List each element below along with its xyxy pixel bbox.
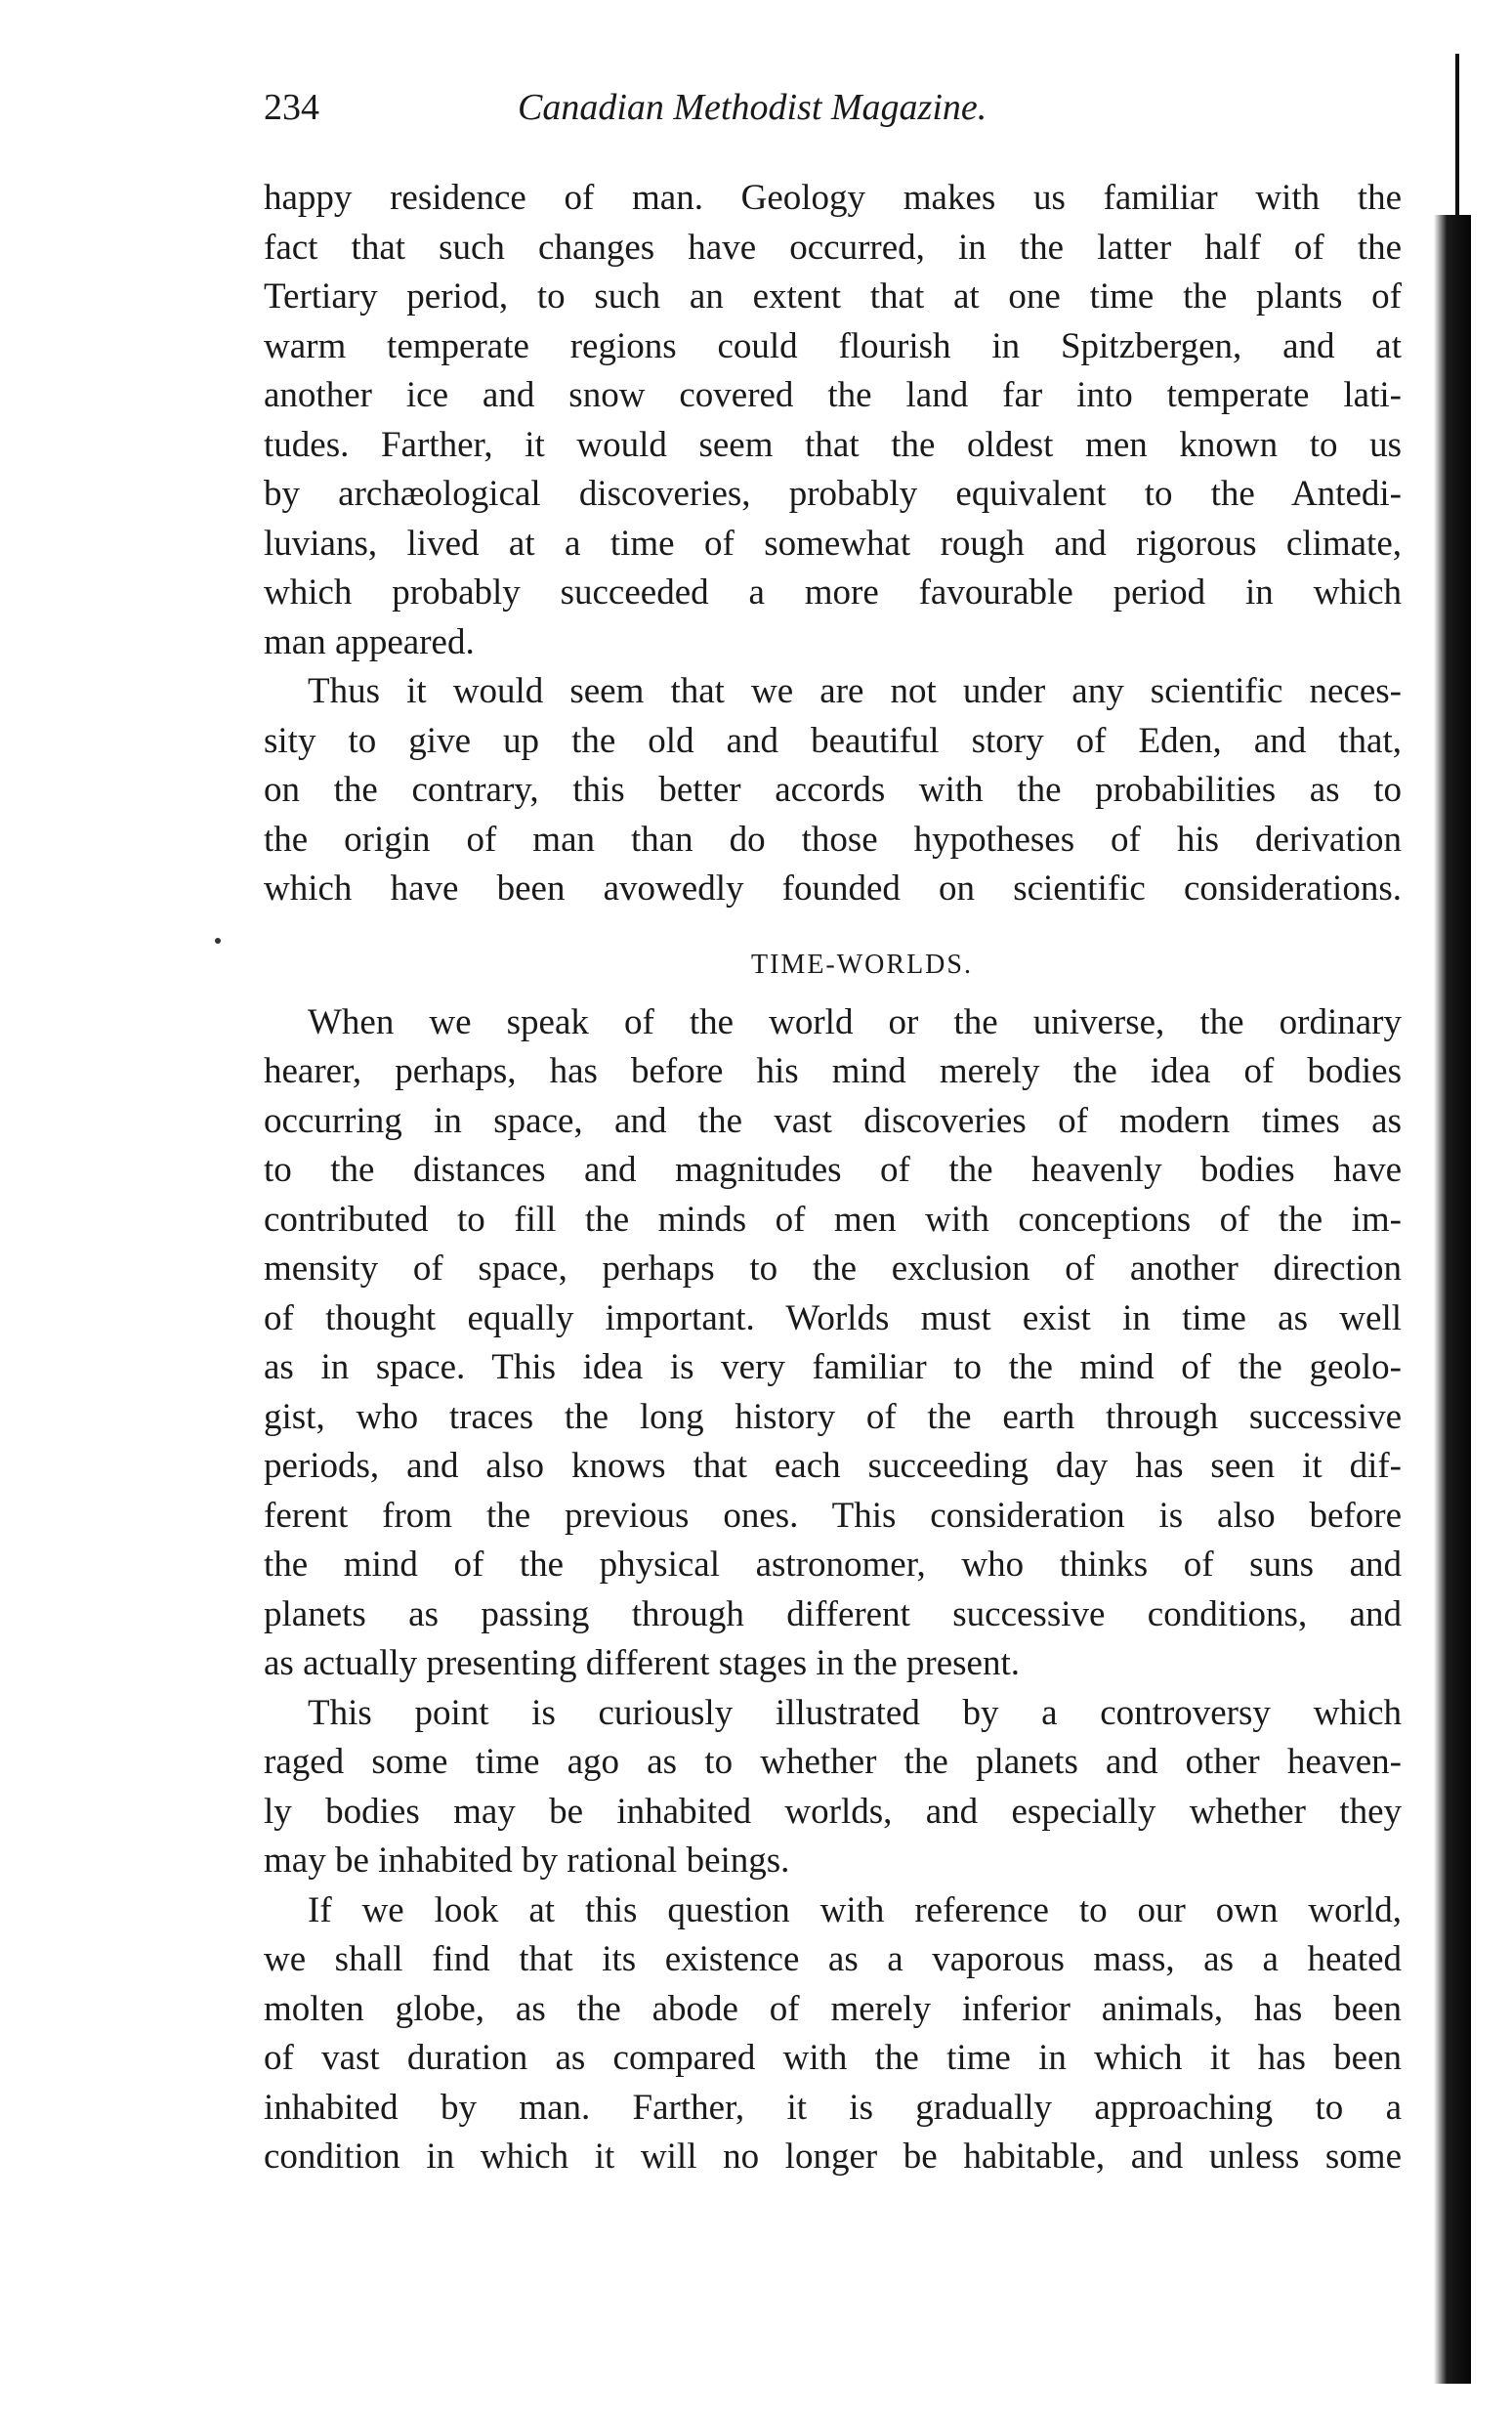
text-line: as in space. This idea is very familiar to the mind of the geolo-: [264, 1347, 1402, 1387]
section-heading: TIME-WORLDS.: [751, 949, 973, 980]
text-line: When we speak of the world or the universe, the ordinary: [308, 1001, 1402, 1042]
page-edge-line: [1455, 54, 1459, 230]
text-line: ly bodies may be inhabited worlds, and especially whether they: [264, 1791, 1402, 1832]
text-line: This point is curiously illustrated by a controversy which: [308, 1692, 1402, 1733]
text-line: may be inhabited by rational beings.: [264, 1841, 790, 1881]
running-title: Canadian Methodist Magazine.: [518, 87, 987, 128]
text-line: happy residence of man. Geology makes us familiar with the: [264, 178, 1402, 218]
text-line: planets as passing through different successive conditions, and: [264, 1593, 1402, 1634]
text-line: inhabited by man. Farther, it is gradually approaching to a: [264, 2087, 1402, 2128]
body-text: [264, 174, 1402, 2182]
text-line: Tertiary period, to such an extent that at one time the plants of: [264, 276, 1402, 317]
text-line: fact that such changes have occurred, in the latter half of the: [264, 227, 1402, 268]
text-line: the origin of man than do those hypotheses of his derivation: [264, 819, 1402, 860]
paragraph-3: [264, 998, 1402, 1689]
page-edge-shadow: [1434, 215, 1471, 2384]
text-line: sity to give up the old and beautiful story of Eden, and that,: [264, 720, 1402, 761]
text-line: luvians, lived at a time of somewhat rough and rigorous climate,: [264, 523, 1402, 564]
text-line: molten globe, as the abode of merely inferior animals, has been: [264, 1988, 1402, 2029]
text-line: raged some time ago as to whether the planets and other heaven-: [264, 1742, 1402, 1782]
text-line: on the contrary, this better accords with the probabilities as to: [264, 770, 1402, 810]
text-line: hearer, perhaps, has before his mind merely the idea of bodies: [264, 1051, 1402, 1091]
text-line: mensity of space, perhaps to the exclusion of another direction: [264, 1249, 1402, 1289]
text-line: which have been avowedly founded on scientific considerations.: [264, 868, 1402, 909]
text-line: condition in which it will no longer be habitable, and unless some: [264, 2137, 1402, 2177]
text-line: of vast duration as compared with the time in which it has been: [264, 2038, 1402, 2078]
text-line: If we look at this question with reference to our own world,: [308, 1889, 1402, 1930]
text-line: warm temperate regions could flourish in Spitzbergen, and at: [264, 325, 1402, 366]
text-line: Thus it would seem that we are not under any scientific neces-: [308, 671, 1402, 711]
paragraph-2: [264, 667, 1402, 914]
text-line: by archæological discoveries, probably equivalent to the Antedi-: [264, 474, 1402, 514]
text-line: contributed to fill the minds of men with conceptions of the im-: [264, 1199, 1402, 1240]
text-line: gist, who traces the long history of the earth through successive: [264, 1396, 1402, 1437]
paragraph-4: [264, 1689, 1402, 1886]
text-line: man appeared.: [264, 621, 475, 662]
page-number: 234: [264, 87, 319, 128]
text-line: occurring in space, and the vast discoveries of modern times as: [264, 1100, 1402, 1141]
margin-speck: [215, 938, 221, 944]
text-line: another ice and snow covered the land far into temperate lati-: [264, 375, 1402, 415]
paragraph-5: [264, 1886, 1402, 2182]
text-line: of thought equally important. Worlds must exist in time as well: [264, 1297, 1402, 1338]
text-line: to the distances and magnitudes of the heavenly bodies have: [264, 1150, 1402, 1190]
text-line: periods, and also knows that each succeeding day has seen it dif-: [264, 1446, 1402, 1486]
text-line: as actually presenting different stages in the present.: [264, 1643, 1021, 1683]
paragraph-1: [264, 174, 1402, 667]
text-line: tudes. Farther, it would seem that the oldest men known to us: [264, 424, 1402, 465]
text-line: the mind of the physical astronomer, who thinks of suns and: [264, 1545, 1402, 1585]
text-line: which probably succeeded a more favourable period in which: [264, 572, 1402, 613]
text-line: we shall find that its existence as a vaporous mass, as a heated: [264, 1939, 1402, 1979]
page-header: [264, 86, 1162, 145]
text-line: ferent from the previous ones. This consideration is also before: [264, 1495, 1402, 1536]
